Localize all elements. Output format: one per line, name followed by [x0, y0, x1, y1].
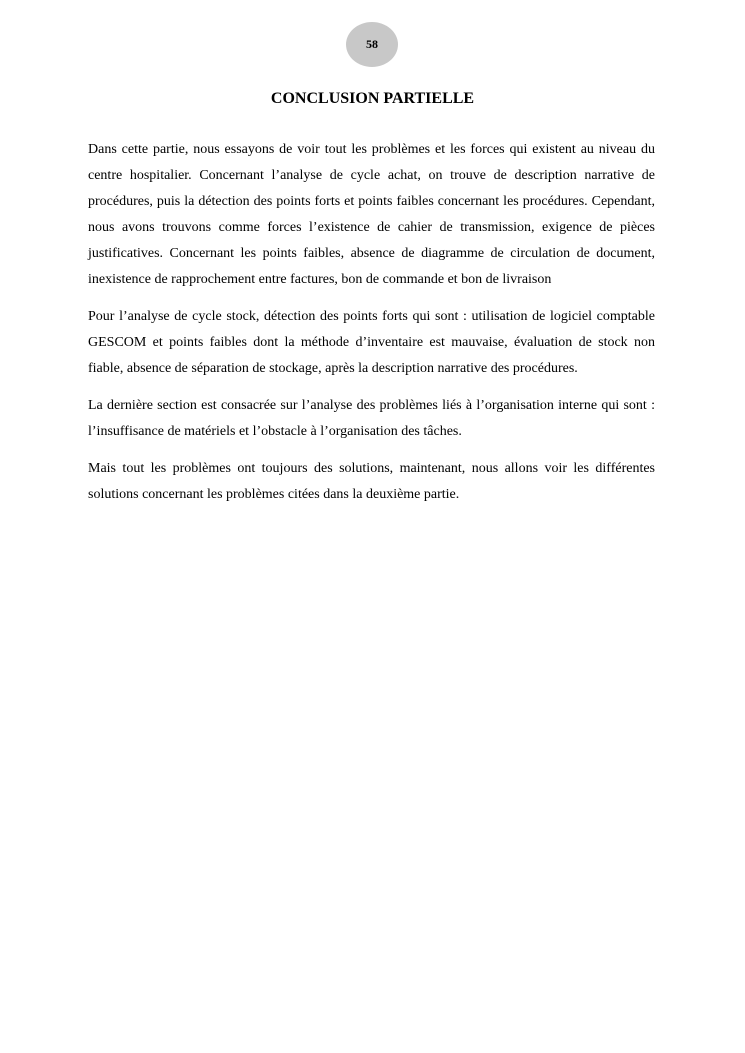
body-text [88, 137, 655, 519]
page-number-badge [346, 22, 398, 67]
paragraph: Dans cette partie, nous essayons de voir tout les problèmes et les forces qui existent au niveau du centre hospitalier. Concernant l’analyse de cycle achat, on trouve de description narrative de procédures, puis la détection des points forts et points faibles concernant les procédures. Cependant, nous avons trouvons comme forces l’existence de cahier de transmission, exigence de pièces justificatives. Concernant les points faibles, absence de diagramme de circulation de document, inexistence de rapprochement entre factures, bon de commande et bon de livraison [88, 142, 655, 287]
page-title: CONCLUSION PARTIELLE [270, 90, 475, 107]
paragraph: La dernière section est consacrée sur l’analyse des problèmes liés à l’organisation interne qui sont : l’insuffisance de matériels et l’obstacle à l’organisation des tâches. [88, 398, 655, 439]
paragraph: Pour l’analyse de cycle stock, détection des points forts qui sont : utilisation de logiciel comptable GESCOM et points faibles dont la méthode d’inventaire est mauvaise, évaluation de stock non fiable, absence de séparation de stockage, après la description narrative des procédures. [88, 309, 655, 376]
page-number: 58 [366, 37, 378, 51]
paragraph: Mais tout les problèmes ont toujours des solutions, maintenant, nous allons voir les différentes solutions concernant les problèmes citées dans la deuxième partie. [88, 461, 655, 502]
